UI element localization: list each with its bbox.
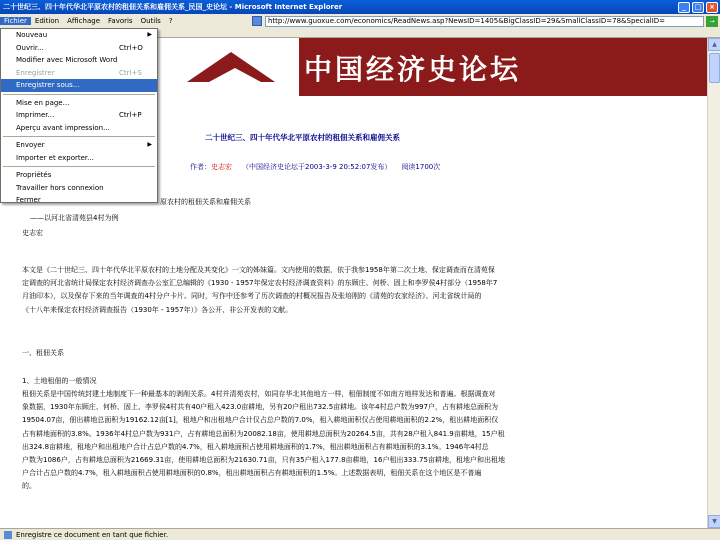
menu-item-open[interactable]: Ouvrir... Ctrl+O [16, 43, 143, 52]
author-label: 作者： [190, 163, 211, 171]
submenu-arrow-icon: ▶ [147, 31, 152, 38]
menu-help[interactable]: ? [168, 17, 173, 25]
body-line: 户合计占总户数的4.7%，租入耕地面积占使用耕地面积的0.8%，租出耕地面积占有耕地面积的1.5%。上述数据表明，租佃关系在这个地区是不普遍 [22, 469, 482, 478]
subsection-heading: 1、土地租佃的一般情况 [22, 377, 97, 385]
intro-line: 本文是《二十世纪三、四十年代华北平原农村的土地分配及其变化》一文的姊妹篇。文内使用的数据，依于我参1958年第二次土地、保定调查而在清苑保 [22, 266, 495, 274]
minimize-button[interactable]: _ [678, 2, 690, 13]
article-source: （中国经济史论坛于2003-3-9 20:52:07发布） [242, 163, 392, 171]
maximize-button[interactable]: □ [692, 2, 704, 13]
site-name: 中国经济史论坛 [304, 53, 522, 86]
menu-item-save-as[interactable]: Enregistrer sous... [1, 79, 157, 92]
body-line: 出324.8亩耕地，租地户和出租地户合计占总户数的4.7%，租入耕地面积占使用耕地面积的1.7%，租出耕地面积占有耕地面积的3.1%。1946年4村总 [22, 442, 489, 451]
go-button[interactable]: → [706, 16, 718, 27]
intro-paragraph [22, 264, 702, 317]
intro-line: 《十八年来保定农村经济调查报告（1930年 - 1957年）》各公开、非公开发表的文献。 [22, 305, 293, 314]
site-banner [159, 38, 707, 96]
scroll-down-arrow-icon[interactable]: ▼ [708, 515, 720, 528]
body-line: 的。 [22, 482, 36, 491]
menu-item-new[interactable]: Nouveau ▶ [1, 29, 157, 42]
menu-separator [3, 136, 155, 137]
body-paragraph [22, 388, 702, 494]
menu-item-edit-with-word[interactable]: Modifier avec Microsoft Word [16, 56, 118, 64]
body-line: 租佃关系是中国传统封建土地制度下一种最基本的剥削关系。4村并清苑农村，如同存华北其他地方一样，租佃制度不如南方地样发达和普遍。根据调查对 [22, 390, 496, 398]
status-bar [0, 528, 720, 540]
close-button[interactable]: × [706, 2, 718, 13]
menu-edit[interactable]: Edition [34, 17, 60, 25]
menu-separator [3, 166, 155, 167]
body-line: 19504.07亩，佃出耕地总面积为19162.12亩[1]，租地户和出租地户合计仅占总户数的7.0%，租入耕地面积仅占使用耕地面积的2.2%，租出耕地面积仅 [22, 416, 499, 425]
menu-item-page-setup[interactable]: Mise en page... [16, 98, 70, 107]
article-byline: 史志宏 [22, 229, 43, 237]
section-heading: 一、租佃关系 [22, 349, 64, 357]
address-input[interactable]: http://www.guoxue.com/economics/ReadNews.asp?NewsID=1405&BigClassID=29&SmallClassID=78&SpecialID= [265, 16, 704, 27]
window-title: 二十世纪三、四十年代华北平原农村的租佃关系和雇佣关系_民国_史论坛 - Microsoft Internet Explorer [3, 3, 343, 11]
submenu-arrow-icon: ▶ [147, 141, 152, 148]
vertical-scrollbar[interactable] [707, 38, 720, 528]
menu-file[interactable]: Fichier [0, 17, 31, 25]
menu-item-properties[interactable]: Propriétés [16, 171, 52, 179]
intro-line: 月油印本），以及保存下来的当年调查的4村分户卡片。同时，写作中还参考了历次调查的村概况报告及张培刚的《清苑的农家经济》、河北省统计局的 [22, 292, 482, 301]
status-page-icon [4, 531, 12, 539]
menu-favorites[interactable]: Favoris [108, 17, 133, 25]
menu-item-send[interactable]: Envoyer ▶ [1, 139, 157, 152]
menu-item-print-preview[interactable]: Aperçu avant impression... [16, 123, 110, 132]
article-subtitle: ——以河北省清苑县4村为例 [30, 214, 119, 222]
menu-item-print[interactable]: Imprimer... Ctrl+P [16, 111, 142, 119]
intro-line: 定调查的河北省统计局保定农村经济调查办公室汇总编辑的《1930 - 1957年保定农村经济调查资料》的东顾庄、何桥、固上和李罗侯4村部分（1958年7 [22, 279, 498, 288]
read-count: 阅读1700次 [401, 163, 441, 171]
menu-item-import-export[interactable]: Importer et exporter... [16, 153, 94, 162]
body-line: 象数据，1930年东顾庄、何桥、固上、李罗侯4村共有40户租入423.0亩耕地，另有20户租出732.5亩耕地。该年4村总户数为997户，占有耕地总面积为 [22, 403, 498, 412]
article-title: 二十世纪三、四十年代华北平原农村的租佃关系和雇佣关系 [205, 133, 400, 142]
window-title-bar[interactable] [0, 0, 720, 14]
article-meta [190, 162, 440, 172]
status-text: Enregistre ce document en tant que fichier. [16, 530, 169, 539]
page-icon [252, 16, 262, 26]
body-line: 户数为1086户，占有耕地总面积为21669.31亩，使用耕地总面积为21630.71亩，只有35户租入177.8亩耕地，16户租出333.75亩耕地，租地户和出租地 [22, 456, 505, 465]
menu-tools[interactable]: Outils [140, 17, 161, 25]
menu-separator [3, 94, 155, 95]
author-link[interactable]: 史志宏 [211, 163, 232, 171]
menu-item-work-offline[interactable]: Travailler hors connexion [16, 183, 104, 192]
logo-triangle-inner-icon [209, 68, 261, 82]
article-subtitle-fragment: 原农村的租佃关系和雇佣关系 [160, 198, 251, 206]
menu-bar [0, 14, 250, 28]
body-line: 占有耕地面积的3.8%。1936年4村总户数为931户，占有耕地总面积为20082.18亩，使用耕地总面积为20264.5亩，共有28户租入841.9亩耕地，15户租 [22, 429, 505, 438]
scroll-up-arrow-icon[interactable]: ▲ [708, 38, 720, 51]
scroll-thumb[interactable] [709, 53, 720, 83]
address-bar [250, 14, 720, 28]
logo-panel [159, 38, 299, 96]
menu-view[interactable]: Affichage [67, 17, 101, 25]
menu-item-save: Enregistrer Ctrl+S [16, 68, 142, 77]
menu-item-close[interactable]: Fermer [16, 196, 41, 204]
file-menu-dropdown [0, 28, 158, 203]
